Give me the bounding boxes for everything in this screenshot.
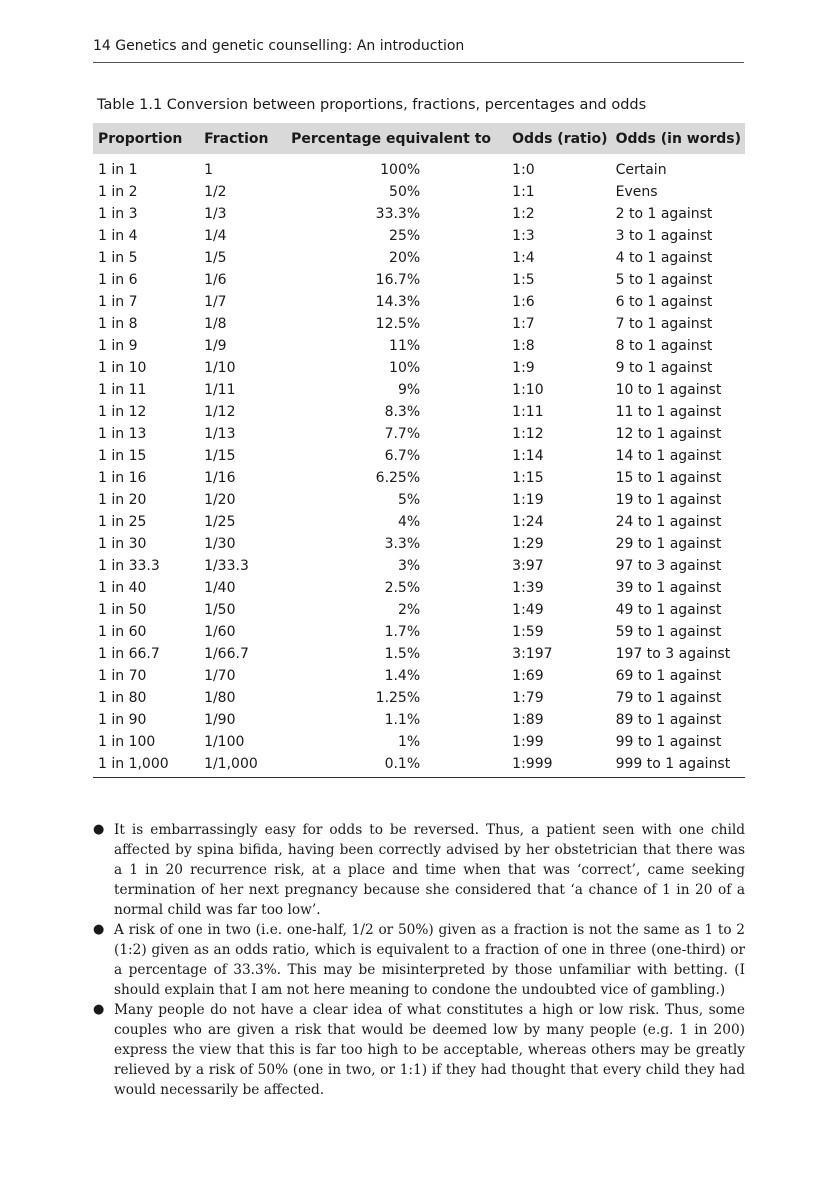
fraction-cell: 1/9 [204, 338, 227, 354]
note-item [93, 820, 745, 920]
table-row [93, 154, 745, 181]
fraction-cell: 1/30 [204, 536, 236, 552]
odds-words-cell: 11 to 1 against [615, 404, 722, 420]
proportion-cell: 1 in 100 [98, 734, 156, 750]
proportion-cell: 1 in 3 [98, 206, 138, 222]
odds-words-cell: 19 to 1 against [615, 492, 722, 508]
fraction-cell: 1/100 [204, 734, 245, 750]
proportion-cell: 1 in 33.3 [98, 558, 160, 574]
fraction-cell: 1/2 [204, 184, 227, 200]
table-row [93, 291, 745, 313]
odds-words-cell: 6 to 1 against [615, 294, 713, 310]
fraction-cell: 1/16 [204, 470, 236, 486]
fraction-cell: 1/80 [204, 690, 236, 706]
odds-words-cell: 97 to 3 against [615, 558, 722, 574]
odds-ratio-cell: 1:69 [512, 668, 544, 684]
table-row [93, 379, 745, 401]
percentage-cell: 10% [389, 360, 421, 376]
proportion-cell: 1 in 90 [98, 712, 147, 728]
fraction-cell: 1/7 [204, 294, 227, 310]
table-header-row [93, 123, 745, 154]
table-row [93, 225, 745, 247]
percentage-cell: 1% [397, 734, 421, 750]
odds-ratio-cell: 1:11 [512, 404, 544, 420]
table-row [93, 467, 745, 489]
percentage-cell: 2% [397, 602, 421, 618]
table-row [93, 247, 745, 269]
fraction-cell: 1/1,000 [200, 753, 287, 778]
percentage-cell: 0.1% [287, 753, 508, 778]
proportion-cell: 1 in 16 [98, 470, 147, 486]
proportion-cell: 1 in 12 [98, 404, 147, 420]
proportion-cell: 1 in 4 [98, 228, 138, 244]
odds-words-cell: 197 to 3 against [615, 646, 731, 662]
header-fraction: Fraction [204, 130, 269, 147]
table-row [93, 423, 745, 445]
fraction-cell: 1/4 [204, 228, 227, 244]
percentage-cell: 3% [397, 558, 421, 574]
odds-ratio-cell: 1:29 [512, 536, 544, 552]
bullet-icon: ● [93, 1002, 105, 1017]
header-odds-words: Odds (in words) [615, 130, 741, 147]
odds-ratio-cell: 1:79 [512, 690, 544, 706]
odds-ratio-cell: 3:197 [512, 646, 553, 662]
note-item [93, 1000, 745, 1100]
table-caption: Table 1.1 Conversion between proportions, fractions, percentages and odds [97, 97, 647, 113]
odds-ratio-cell: 1:89 [512, 712, 544, 728]
table-row [93, 577, 745, 599]
table-row [93, 357, 745, 379]
table-row [93, 687, 745, 709]
fraction-cell: 1/8 [204, 316, 227, 332]
odds-ratio-cell: 1:19 [512, 492, 544, 508]
table-row [93, 643, 745, 665]
bullet-icon: ● [93, 922, 105, 937]
note-text: It is embarrassingly easy for odds to be reversed. Thus, a patient seen with one child affected by spina bifida, having been correctly advised by her obstetrician that there was a 1 in 20 recurrence risk, at a place and time when that was ‘correct’, came seeking termination of her next pregnancy because she considered that ‘a chance of 1 in 20 of a normal child was far too low’. [114, 822, 745, 918]
fraction-cell: 1/11 [204, 382, 236, 398]
fraction-cell: 1/3 [204, 206, 227, 222]
odds-ratio-cell: 1:24 [512, 514, 544, 530]
odds-ratio-cell: 1:15 [512, 470, 544, 486]
proportion-cell: 1 in 66.7 [98, 646, 160, 662]
percentage-cell: 1.1% [384, 712, 421, 728]
percentage-cell: 3.3% [384, 536, 421, 552]
table-row [93, 269, 745, 291]
note-text: Many people do not have a clear idea of what constitutes a high or low risk. Thus, some couples who are given a risk that would be deemed low by many people (e.g. 1 in 200) express the view that this is far too high to be acceptable, whereas others may be greatly relieved by a risk of 50% (one in two, or 1:1) if they had thought that every child they had would necessarily be affected. [114, 1002, 745, 1098]
odds-words-cell: 29 to 1 against [615, 536, 722, 552]
table-row [93, 533, 745, 555]
percentage-cell: 6.7% [384, 448, 421, 464]
odds-words-cell: 8 to 1 against [615, 338, 713, 354]
notes-list [93, 820, 745, 1100]
table-row [93, 401, 745, 423]
proportion-cell: 1 in 11 [98, 382, 147, 398]
proportion-cell: 1 in 10 [98, 360, 147, 376]
odds-words-cell: 2 to 1 against [615, 206, 713, 222]
odds-ratio-cell: 1:12 [512, 426, 544, 442]
percentage-cell: 100% [380, 162, 421, 178]
bullet-icon: ● [93, 822, 105, 837]
percentage-cell: 4% [397, 514, 421, 530]
odds-words-cell: 59 to 1 against [615, 624, 722, 640]
odds-ratio-cell: 1:4 [512, 250, 535, 266]
odds-ratio-cell: 1:99 [512, 734, 544, 750]
odds-words-cell: 999 to 1 against [612, 753, 745, 778]
odds-ratio-cell: 1:0 [512, 162, 535, 178]
odds-ratio-cell: 1:1 [512, 184, 535, 200]
odds-ratio-cell: 1:10 [512, 382, 544, 398]
fraction-cell: 1/25 [204, 514, 236, 530]
table-body [93, 154, 745, 778]
proportion-cell: 1 in 40 [98, 580, 147, 596]
percentage-cell: 12.5% [375, 316, 421, 332]
percentage-cell: 20% [389, 250, 421, 266]
odds-words-cell: 4 to 1 against [615, 250, 713, 266]
odds-words-cell: 5 to 1 against [615, 272, 713, 288]
proportion-cell: 1 in 6 [98, 272, 138, 288]
fraction-cell: 1/40 [204, 580, 236, 596]
percentage-cell: 2.5% [384, 580, 421, 596]
odds-words-cell: 15 to 1 against [615, 470, 722, 486]
fraction-cell: 1/33.3 [204, 558, 249, 574]
table-row [93, 731, 745, 753]
table-row [93, 203, 745, 225]
table-row [93, 511, 745, 533]
fraction-cell: 1/10 [204, 360, 236, 376]
fraction-cell: 1/66.7 [204, 646, 249, 662]
table-row [93, 555, 745, 577]
odds-words-cell: 69 to 1 against [615, 668, 722, 684]
proportion-cell: 1 in 15 [98, 448, 147, 464]
fraction-cell: 1/12 [204, 404, 236, 420]
odds-words-cell: Evens [615, 184, 658, 200]
table-row [93, 599, 745, 621]
fraction-cell: 1/5 [204, 250, 227, 266]
percentage-cell: 25% [389, 228, 421, 244]
proportion-cell: 1 in 9 [98, 338, 138, 354]
odds-ratio-cell: 1:999 [508, 753, 611, 778]
percentage-cell: 1.7% [384, 624, 421, 640]
proportion-cell: 1 in 13 [98, 426, 147, 442]
odds-words-cell: 24 to 1 against [615, 514, 722, 530]
percentage-cell: 7.7% [384, 426, 421, 442]
odds-words-cell: 39 to 1 against [615, 580, 722, 596]
odds-ratio-cell: 1:39 [512, 580, 544, 596]
percentage-cell: 5% [397, 492, 421, 508]
running-head: 14 Genetics and genetic counselling: An introduction [93, 38, 744, 63]
proportion-cell: 1 in 50 [98, 602, 147, 618]
table-row [93, 621, 745, 643]
fraction-cell: 1/20 [204, 492, 236, 508]
percentage-cell: 1.25% [375, 690, 421, 706]
odds-ratio-cell: 3:97 [512, 558, 544, 574]
table-row [93, 489, 745, 511]
odds-words-cell: 49 to 1 against [615, 602, 722, 618]
header-percentage: Percentage equivalent to [291, 130, 492, 147]
percentage-cell: 8.3% [384, 404, 421, 420]
proportion-cell: 1 in 25 [98, 514, 147, 530]
percentage-cell: 14.3% [375, 294, 421, 310]
fraction-cell: 1/50 [204, 602, 236, 618]
odds-words-cell: 9 to 1 against [615, 360, 713, 376]
fraction-cell: 1/13 [204, 426, 236, 442]
odds-words-cell: 99 to 1 against [615, 734, 722, 750]
proportion-cell: 1 in 30 [98, 536, 147, 552]
proportion-cell: 1 in 20 [98, 492, 147, 508]
fraction-cell: 1/6 [204, 272, 227, 288]
table-row [93, 753, 745, 778]
odds-words-cell: 3 to 1 against [615, 228, 713, 244]
proportion-cell: 1 in 1 [98, 162, 138, 178]
odds-ratio-cell: 1:9 [512, 360, 535, 376]
table-row [93, 181, 745, 203]
fraction-cell: 1/60 [204, 624, 236, 640]
odds-ratio-cell: 1:7 [512, 316, 535, 332]
proportion-cell: 1 in 5 [98, 250, 138, 266]
odds-words-cell: Certain [615, 162, 667, 178]
percentage-cell: 6.25% [375, 470, 421, 486]
percentage-cell: 50% [389, 184, 421, 200]
note-text: A risk of one in two (i.e. one-half, 1/2 or 50%) given as a fraction is not the same as 1 to 2 (1:2) given as an odds ratio, which is equivalent to a fraction of one in three (one-third) or a percentage of 33.3%. This may be misinterpreted by those unfamiliar with betting. (I should explain that I am not here meaning to condone the undoubted vice of gambling.) [114, 922, 745, 998]
odds-ratio-cell: 1:49 [512, 602, 544, 618]
fraction-cell: 1/70 [204, 668, 236, 684]
table-row [93, 445, 745, 467]
proportion-cell: 1 in 8 [98, 316, 138, 332]
table-row [93, 335, 745, 357]
odds-ratio-cell: 1:8 [512, 338, 535, 354]
odds-words-cell: 10 to 1 against [615, 382, 722, 398]
proportion-cell: 1 in 60 [98, 624, 147, 640]
percentage-cell: 1.5% [384, 646, 421, 662]
percentage-cell: 16.7% [375, 272, 421, 288]
proportion-cell: 1 in 1,000 [93, 753, 200, 778]
odds-ratio-cell: 1:14 [512, 448, 544, 464]
odds-words-cell: 7 to 1 against [615, 316, 713, 332]
note-item [93, 920, 745, 1000]
fraction-cell: 1/15 [204, 448, 236, 464]
proportion-cell: 1 in 7 [98, 294, 138, 310]
table-row [93, 665, 745, 687]
fraction-cell: 1 [204, 162, 213, 178]
proportion-cell: 1 in 80 [98, 690, 147, 706]
percentage-cell: 33.3% [375, 206, 421, 222]
odds-ratio-cell: 1:5 [512, 272, 535, 288]
table-row [93, 709, 745, 731]
header-odds-ratio: Odds (ratio) [512, 130, 608, 147]
proportion-cell: 1 in 2 [98, 184, 138, 200]
fraction-cell: 1/90 [204, 712, 236, 728]
percentage-cell: 9% [397, 382, 421, 398]
odds-ratio-cell: 1:6 [512, 294, 535, 310]
conversion-table [93, 123, 745, 778]
odds-words-cell: 79 to 1 against [615, 690, 722, 706]
percentage-cell: 1.4% [384, 668, 421, 684]
odds-words-cell: 12 to 1 against [615, 426, 722, 442]
odds-ratio-cell: 1:59 [512, 624, 544, 640]
header-proportion: Proportion [98, 130, 183, 147]
odds-ratio-cell: 1:2 [512, 206, 535, 222]
percentage-cell: 11% [389, 338, 421, 354]
odds-ratio-cell: 1:3 [512, 228, 535, 244]
table-row [93, 313, 745, 335]
odds-words-cell: 14 to 1 against [615, 448, 722, 464]
proportion-cell: 1 in 70 [98, 668, 147, 684]
odds-words-cell: 89 to 1 against [615, 712, 722, 728]
